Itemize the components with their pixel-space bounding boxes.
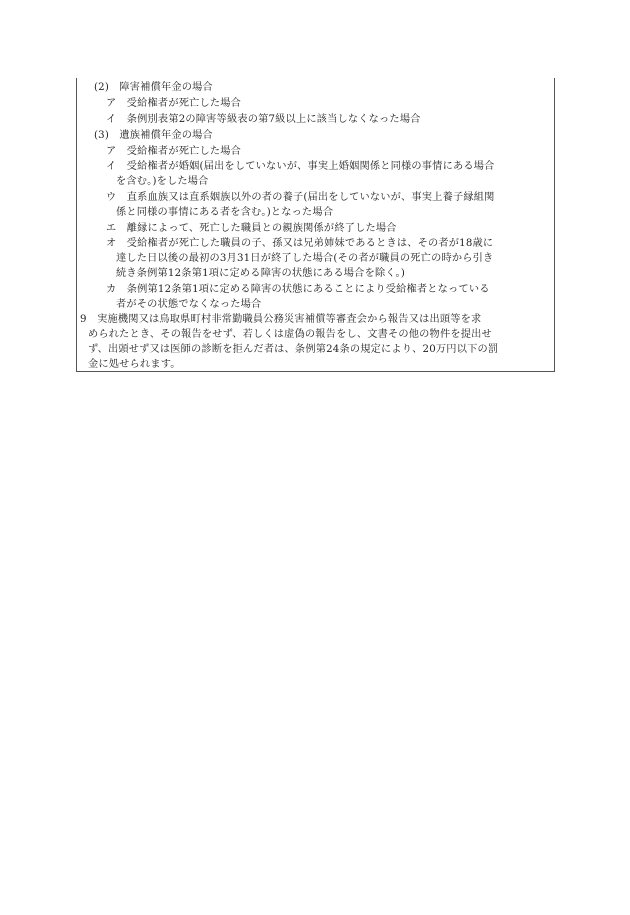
item-o-survivor-cont1: 達した日以後の最初の3月31日が終了した場合(その者が職員の死亡の時から引き [116,253,494,264]
item-i-disability: イ 条例別表第2の障害等級表の第7級以上に該当しなくなった場合 [106,114,421,125]
item-ka-survivor: カ 条例第12条第1項に定める障害の状態にあることにより受給権者となっている [106,284,490,295]
section-9: 9 実施機関又は鳥取県町村非常勤職員公務災害補償等審査会から報告又は出頭等を求 [80,314,482,325]
item-a-survivor: ア 受給権者が死亡した場合 [106,146,242,157]
item-u-survivor-cont: 係と同様の事情にある者を含む。)となった場合 [116,207,334,218]
section-9-cont3: 金に処せられます。 [88,359,181,370]
heading-disability-pension: (2) 障害補償年金の場合 [94,82,213,93]
item-u-survivor: ウ 直系血族又は直系姻族以外の者の養子(届出をしていないが、事実上養子縁組関 [106,192,495,203]
item-o-survivor-cont2: 続き条例第12条第1項に定める障害の状態にある場合を除く。) [116,268,405,279]
item-i-survivor: イ 受給権者が婚姻(届出をしていないが、事実上婚姻関係と同様の事情にある場合 [106,161,495,172]
item-a-disability: ア 受給権者が死亡した場合 [106,98,242,109]
item-ka-survivor-cont: 者がその状態でなくなった場合 [116,299,262,310]
section-9-cont1: められたとき、その報告をせず、若しくは虚偽の報告をし、文書その他の物件を提出せ [88,329,492,340]
item-e-survivor: エ 離縁によって、死亡した職員との親族関係が終了した場合 [106,223,397,234]
item-i-survivor-cont: を含む。)をした場合 [116,176,209,187]
item-o-survivor: オ 受給権者が死亡した職員の子、孫又は兄弟姉妹であるときは、その者が18歳に [106,238,494,249]
section-9-cont2: ず、出頭せず又は医師の診断を拒んだ者は、条例第24条の規定により、20万円以下の罰 [88,344,499,355]
heading-survivor-pension: (3) 遺族補償年金の場合 [94,130,213,141]
